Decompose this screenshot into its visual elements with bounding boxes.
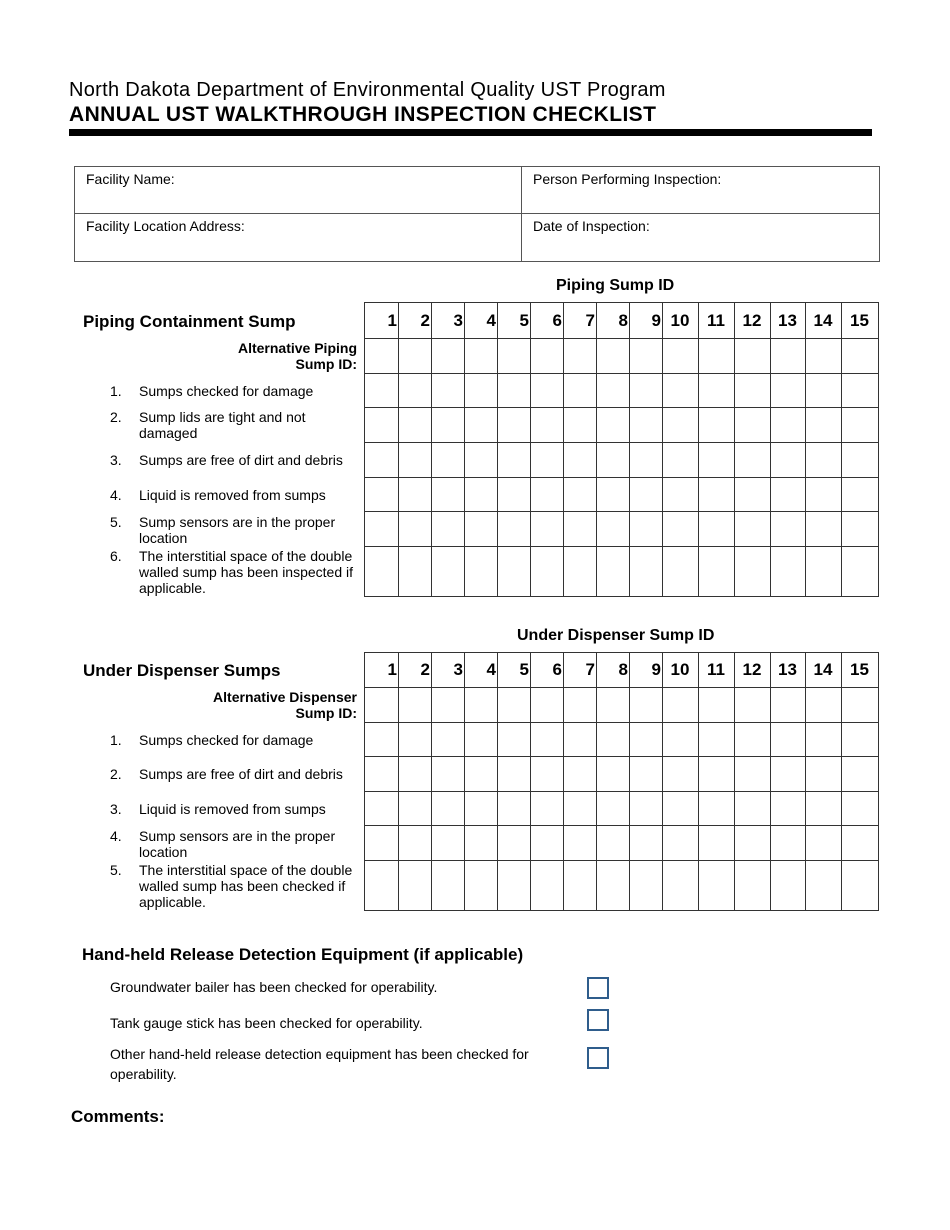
check-cell[interactable] xyxy=(432,792,465,826)
check-cell[interactable] xyxy=(630,757,663,792)
check-cell[interactable] xyxy=(399,478,432,512)
check-cell[interactable] xyxy=(806,512,842,547)
check-cell[interactable] xyxy=(365,792,399,826)
checklist-row xyxy=(365,861,879,911)
check-cell[interactable] xyxy=(597,826,630,861)
check-cell[interactable] xyxy=(597,723,630,757)
check-cell[interactable] xyxy=(399,512,432,547)
item-text: Sumps are free of dirt and debris xyxy=(139,766,343,782)
sump-id-input-cell[interactable] xyxy=(432,688,465,723)
check-cell[interactable] xyxy=(771,478,806,512)
check-cell[interactable] xyxy=(531,512,564,547)
check-cell[interactable] xyxy=(498,443,531,478)
check-cell[interactable] xyxy=(842,547,879,597)
check-cell[interactable] xyxy=(771,792,806,826)
check-cell[interactable] xyxy=(663,826,699,861)
check-cell[interactable] xyxy=(498,861,531,911)
sump-column-header: 3 xyxy=(432,653,465,688)
item-number: 3. xyxy=(110,801,122,817)
check-cell[interactable] xyxy=(564,443,597,478)
check-cell[interactable] xyxy=(735,512,771,547)
check-cell[interactable] xyxy=(806,826,842,861)
alt-label-line: Sump ID: xyxy=(295,356,357,372)
check-cell[interactable] xyxy=(842,792,879,826)
check-cell[interactable] xyxy=(771,826,806,861)
check-cell[interactable] xyxy=(498,408,531,443)
sump-column-header: 11 xyxy=(699,303,735,339)
grid-header-row xyxy=(365,303,879,339)
check-cell[interactable] xyxy=(498,374,531,408)
sump-id-input-cell[interactable] xyxy=(399,339,432,374)
check-cell[interactable] xyxy=(531,826,564,861)
check-cell[interactable] xyxy=(597,547,630,597)
sump-id-input-cell[interactable] xyxy=(663,688,699,723)
check-cell[interactable] xyxy=(365,861,399,911)
item-text: The interstitial space of the double walled sump has been checked if applicable. xyxy=(139,862,353,910)
check-cell[interactable] xyxy=(771,512,806,547)
check-cell[interactable] xyxy=(630,792,663,826)
check-cell[interactable] xyxy=(399,826,432,861)
sump-column-header: 6 xyxy=(531,303,564,339)
check-cell[interactable] xyxy=(771,861,806,911)
check-cell[interactable] xyxy=(699,478,735,512)
check-cell[interactable] xyxy=(365,826,399,861)
check-cell[interactable] xyxy=(663,723,699,757)
check-cell[interactable] xyxy=(432,512,465,547)
dispenser-sump-id-title: Under Dispenser Sump ID xyxy=(517,627,715,644)
item-text: Sump lids are tight and not damaged xyxy=(139,409,306,441)
sump-column-header: 10 xyxy=(663,653,699,688)
check-cell[interactable] xyxy=(663,547,699,597)
checklist-row xyxy=(365,478,879,512)
check-cell[interactable] xyxy=(365,547,399,597)
check-cell[interactable] xyxy=(531,723,564,757)
check-cell[interactable] xyxy=(735,792,771,826)
sump-id-input-cell[interactable] xyxy=(365,688,399,723)
sump-column-header: 3 xyxy=(432,303,465,339)
check-cell[interactable] xyxy=(663,374,699,408)
sump-column-header: 10 xyxy=(663,303,699,339)
sump-column-header: 4 xyxy=(465,303,498,339)
check-cell[interactable] xyxy=(699,547,735,597)
item-number: 3. xyxy=(110,452,122,468)
check-cell[interactable] xyxy=(699,512,735,547)
check-cell[interactable] xyxy=(399,443,432,478)
check-cell[interactable] xyxy=(399,723,432,757)
check-cell[interactable] xyxy=(564,547,597,597)
sump-column-header: 14 xyxy=(806,653,842,688)
check-cell[interactable] xyxy=(597,478,630,512)
sump-id-input-cell[interactable] xyxy=(842,339,879,374)
item-number: 2. xyxy=(110,409,122,425)
check-cell[interactable] xyxy=(365,512,399,547)
check-cell[interactable] xyxy=(465,547,498,597)
check-cell[interactable] xyxy=(531,408,564,443)
check-cell[interactable] xyxy=(735,547,771,597)
check-cell[interactable] xyxy=(842,757,879,792)
piping-sump-grid xyxy=(364,302,879,597)
sump-id-input-cell[interactable] xyxy=(842,688,879,723)
sump-id-input-cell[interactable] xyxy=(771,339,806,374)
check-cell[interactable] xyxy=(498,757,531,792)
check-cell[interactable] xyxy=(564,757,597,792)
check-cell[interactable] xyxy=(465,792,498,826)
item-number: 6. xyxy=(110,548,122,564)
title-rule xyxy=(69,129,872,136)
check-cell[interactable] xyxy=(399,792,432,826)
check-cell[interactable] xyxy=(597,408,630,443)
item-text: The interstitial space of the double walled sump has been inspected if applicable. xyxy=(139,548,354,596)
check-cell[interactable] xyxy=(699,408,735,443)
check-cell[interactable] xyxy=(842,374,879,408)
sump-id-input-cell[interactable] xyxy=(564,688,597,723)
check-cell[interactable] xyxy=(564,826,597,861)
check-cell[interactable] xyxy=(663,512,699,547)
check-cell[interactable] xyxy=(365,723,399,757)
sump-column-header: 2 xyxy=(399,303,432,339)
check-cell[interactable] xyxy=(630,374,663,408)
check-cell[interactable] xyxy=(531,374,564,408)
check-cell[interactable] xyxy=(735,757,771,792)
check-cell[interactable] xyxy=(806,757,842,792)
check-cell[interactable] xyxy=(663,792,699,826)
sump-id-input-cell[interactable] xyxy=(498,339,531,374)
check-cell[interactable] xyxy=(432,861,465,911)
sump-id-input-cell[interactable] xyxy=(806,339,842,374)
check-cell[interactable] xyxy=(365,408,399,443)
check-cell[interactable] xyxy=(597,861,630,911)
check-cell[interactable] xyxy=(771,547,806,597)
check-cell[interactable] xyxy=(699,723,735,757)
check-cell[interactable] xyxy=(564,478,597,512)
check-cell[interactable] xyxy=(806,792,842,826)
check-cell[interactable] xyxy=(597,792,630,826)
sump-id-input-cell[interactable] xyxy=(597,688,630,723)
check-cell[interactable] xyxy=(842,723,879,757)
checklist-row xyxy=(365,792,879,826)
sump-id-input-cell[interactable] xyxy=(699,339,735,374)
sump-id-input-cell[interactable] xyxy=(630,688,663,723)
check-cell[interactable] xyxy=(365,757,399,792)
check-cell[interactable] xyxy=(735,374,771,408)
item-text: Sumps checked for damage xyxy=(139,383,314,399)
sump-id-input-cell[interactable] xyxy=(663,339,699,374)
check-cell[interactable] xyxy=(564,723,597,757)
sump-id-input-cell[interactable] xyxy=(399,688,432,723)
check-cell[interactable] xyxy=(365,374,399,408)
sump-id-input-cell[interactable] xyxy=(531,688,564,723)
handheld-item-text: Other hand-held release detection equipment has been checked for operability. xyxy=(110,1046,529,1082)
check-cell[interactable] xyxy=(564,512,597,547)
check-cell[interactable] xyxy=(399,861,432,911)
check-cell[interactable] xyxy=(663,478,699,512)
check-cell[interactable] xyxy=(399,408,432,443)
person-label: Person Performing Inspection: xyxy=(533,171,722,187)
item-text: Sumps checked for damage xyxy=(139,732,314,748)
checklist-row xyxy=(365,757,879,792)
check-cell[interactable] xyxy=(564,408,597,443)
alternative-dispenser-sump-id-label xyxy=(213,689,357,721)
item-number: 5. xyxy=(110,862,122,878)
check-cell[interactable] xyxy=(699,374,735,408)
checklist-row xyxy=(365,826,879,861)
alt-label-line: Alternative Piping xyxy=(237,340,357,356)
facility-address-field[interactable] xyxy=(75,214,521,262)
check-cell[interactable] xyxy=(597,443,630,478)
sump-id-input-cell[interactable] xyxy=(597,339,630,374)
item-number: 1. xyxy=(110,383,122,399)
item-number: 4. xyxy=(110,828,122,844)
checklist-row xyxy=(365,443,879,478)
item-number: 1. xyxy=(110,732,122,748)
sump-column-header: 4 xyxy=(465,653,498,688)
check-cell[interactable] xyxy=(465,443,498,478)
check-cell[interactable] xyxy=(630,512,663,547)
check-cell[interactable] xyxy=(735,408,771,443)
check-cell[interactable] xyxy=(432,757,465,792)
check-cell[interactable] xyxy=(663,443,699,478)
check-cell[interactable] xyxy=(735,861,771,911)
check-cell[interactable] xyxy=(531,478,564,512)
check-cell[interactable] xyxy=(842,861,879,911)
alt-label-line: Sump ID: xyxy=(295,705,357,721)
sump-id-input-cell[interactable] xyxy=(630,339,663,374)
check-cell[interactable] xyxy=(806,478,842,512)
check-cell[interactable] xyxy=(842,826,879,861)
check-cell[interactable] xyxy=(365,478,399,512)
item-text: Liquid is removed from sumps xyxy=(139,801,326,817)
check-cell[interactable] xyxy=(465,757,498,792)
checklist-row xyxy=(365,512,879,547)
sump-column-header: 1 xyxy=(365,653,399,688)
other-equipment-checkbox[interactable] xyxy=(587,1047,609,1069)
sump-id-input-cell[interactable] xyxy=(564,339,597,374)
check-cell[interactable] xyxy=(806,723,842,757)
sump-column-header: 12 xyxy=(735,653,771,688)
check-cell[interactable] xyxy=(630,826,663,861)
check-cell[interactable] xyxy=(399,547,432,597)
sump-id-input-cell[interactable] xyxy=(699,688,735,723)
check-cell[interactable] xyxy=(531,861,564,911)
check-cell[interactable] xyxy=(806,547,842,597)
check-cell[interactable] xyxy=(432,826,465,861)
address-label: Facility Location Address: xyxy=(86,218,245,234)
sump-column-header: 15 xyxy=(842,653,879,688)
check-cell[interactable] xyxy=(699,443,735,478)
item-number: 5. xyxy=(110,514,122,530)
check-cell[interactable] xyxy=(465,478,498,512)
check-cell[interactable] xyxy=(531,792,564,826)
check-cell[interactable] xyxy=(699,826,735,861)
check-cell[interactable] xyxy=(699,861,735,911)
alt-label-line: Alternative Dispenser xyxy=(213,689,357,705)
sump-column-header: 9 xyxy=(630,303,663,339)
sump-column-header: 7 xyxy=(564,303,597,339)
item-text: Sumps are free of dirt and debris xyxy=(139,452,343,468)
sump-column-header: 5 xyxy=(498,303,531,339)
item-text: Sump sensors are in the proper location xyxy=(139,514,336,546)
sump-id-input-cell[interactable] xyxy=(735,688,771,723)
check-cell[interactable] xyxy=(806,408,842,443)
check-cell[interactable] xyxy=(465,861,498,911)
check-cell[interactable] xyxy=(564,792,597,826)
check-cell[interactable] xyxy=(735,723,771,757)
check-cell[interactable] xyxy=(771,723,806,757)
check-cell[interactable] xyxy=(465,512,498,547)
sump-column-header: 7 xyxy=(564,653,597,688)
dispenser-sump-grid xyxy=(364,652,879,911)
checklist-row xyxy=(365,723,879,757)
sump-column-header: 8 xyxy=(597,653,630,688)
piping-sump-id-title: Piping Sump ID xyxy=(556,277,675,294)
tank-gauge-stick-checkbox[interactable] xyxy=(587,1009,609,1031)
check-cell[interactable] xyxy=(365,443,399,478)
comments-label: Comments: xyxy=(71,1107,165,1126)
sump-column-header: 13 xyxy=(771,653,806,688)
check-cell[interactable] xyxy=(842,478,879,512)
grid-header-row xyxy=(365,653,879,688)
sump-column-header: 14 xyxy=(806,303,842,339)
check-cell[interactable] xyxy=(498,478,531,512)
check-cell[interactable] xyxy=(630,478,663,512)
check-cell[interactable] xyxy=(735,478,771,512)
agency-name: North Dakota Department of Environmental Quality UST Program xyxy=(69,79,666,101)
date-label: Date of Inspection: xyxy=(533,218,650,234)
sump-column-header: 2 xyxy=(399,653,432,688)
check-cell[interactable] xyxy=(630,723,663,757)
check-cell[interactable] xyxy=(432,408,465,443)
check-cell[interactable] xyxy=(465,374,498,408)
check-cell[interactable] xyxy=(531,757,564,792)
check-cell[interactable] xyxy=(630,547,663,597)
check-cell[interactable] xyxy=(699,757,735,792)
sump-id-input-cell[interactable] xyxy=(498,688,531,723)
sump-id-input-cell[interactable] xyxy=(465,688,498,723)
alternative-sump-id-row xyxy=(365,339,879,374)
check-cell[interactable] xyxy=(806,861,842,911)
dispenser-section-heading: Under Dispenser Sumps xyxy=(83,661,281,680)
person-performing-inspection-field[interactable] xyxy=(522,167,880,213)
check-cell[interactable] xyxy=(399,757,432,792)
check-cell[interactable] xyxy=(498,547,531,597)
check-cell[interactable] xyxy=(663,408,699,443)
check-cell[interactable] xyxy=(663,757,699,792)
check-cell[interactable] xyxy=(597,512,630,547)
check-cell[interactable] xyxy=(771,443,806,478)
date-of-inspection-field[interactable] xyxy=(522,214,880,262)
handheld-item-text: Tank gauge stick has been checked for operability. xyxy=(110,1015,423,1031)
check-cell[interactable] xyxy=(842,408,879,443)
check-cell[interactable] xyxy=(806,443,842,478)
sump-column-header: 12 xyxy=(735,303,771,339)
check-cell[interactable] xyxy=(498,826,531,861)
check-cell[interactable] xyxy=(432,723,465,757)
handheld-item-text: Groundwater bailer has been checked for operability. xyxy=(110,979,438,995)
check-cell[interactable] xyxy=(531,547,564,597)
check-cell[interactable] xyxy=(597,757,630,792)
check-cell[interactable] xyxy=(399,374,432,408)
sump-id-input-cell[interactable] xyxy=(432,339,465,374)
check-cell[interactable] xyxy=(771,374,806,408)
checklist-row xyxy=(365,374,879,408)
check-cell[interactable] xyxy=(842,512,879,547)
sump-id-input-cell[interactable] xyxy=(735,339,771,374)
facility-info-table xyxy=(74,166,880,262)
sump-id-input-cell[interactable] xyxy=(531,339,564,374)
checklist-row xyxy=(365,547,879,597)
check-cell[interactable] xyxy=(597,374,630,408)
check-cell[interactable] xyxy=(630,861,663,911)
check-cell[interactable] xyxy=(699,792,735,826)
check-cell[interactable] xyxy=(564,861,597,911)
check-cell[interactable] xyxy=(806,374,842,408)
sump-column-header: 6 xyxy=(531,653,564,688)
item-text: Sump sensors are in the proper location xyxy=(139,828,336,860)
check-cell[interactable] xyxy=(432,478,465,512)
facility-name-label: Facility Name: xyxy=(86,171,175,187)
sump-column-header: 1 xyxy=(365,303,399,339)
sump-id-input-cell[interactable] xyxy=(465,339,498,374)
check-cell[interactable] xyxy=(630,443,663,478)
sump-column-header: 15 xyxy=(842,303,879,339)
check-cell[interactable] xyxy=(465,826,498,861)
alternative-piping-sump-id-label xyxy=(238,340,357,372)
item-text: Liquid is removed from sumps xyxy=(139,487,326,503)
sump-column-header: 5 xyxy=(498,653,531,688)
check-cell[interactable] xyxy=(564,374,597,408)
check-cell[interactable] xyxy=(432,547,465,597)
checklist-row xyxy=(365,408,879,443)
check-cell[interactable] xyxy=(498,792,531,826)
check-cell[interactable] xyxy=(771,757,806,792)
sump-id-input-cell[interactable] xyxy=(771,688,806,723)
item-number: 2. xyxy=(110,766,122,782)
alternative-sump-id-row xyxy=(365,688,879,723)
check-cell[interactable] xyxy=(432,443,465,478)
check-cell[interactable] xyxy=(771,408,806,443)
check-cell[interactable] xyxy=(432,374,465,408)
check-cell[interactable] xyxy=(842,443,879,478)
groundwater-bailer-checkbox[interactable] xyxy=(587,977,609,999)
item-number: 4. xyxy=(110,487,122,503)
sump-column-header: 8 xyxy=(597,303,630,339)
sump-column-header: 9 xyxy=(630,653,663,688)
check-cell[interactable] xyxy=(735,826,771,861)
sump-column-header: 11 xyxy=(699,653,735,688)
check-cell[interactable] xyxy=(498,512,531,547)
check-cell[interactable] xyxy=(663,861,699,911)
check-cell[interactable] xyxy=(735,443,771,478)
form-title: ANNUAL UST WALKTHROUGH INSPECTION CHECKLIST xyxy=(69,103,657,126)
check-cell[interactable] xyxy=(465,408,498,443)
check-cell[interactable] xyxy=(630,408,663,443)
sump-id-input-cell[interactable] xyxy=(806,688,842,723)
handheld-section-heading: Hand-held Release Detection Equipment (if applicable) xyxy=(82,945,524,964)
piping-section-heading: Piping Containment Sump xyxy=(83,312,296,331)
check-cell[interactable] xyxy=(498,723,531,757)
sump-column-header: 13 xyxy=(771,303,806,339)
facility-name-field[interactable] xyxy=(75,167,521,213)
sump-id-input-cell[interactable] xyxy=(365,339,399,374)
check-cell[interactable] xyxy=(465,723,498,757)
check-cell[interactable] xyxy=(531,443,564,478)
